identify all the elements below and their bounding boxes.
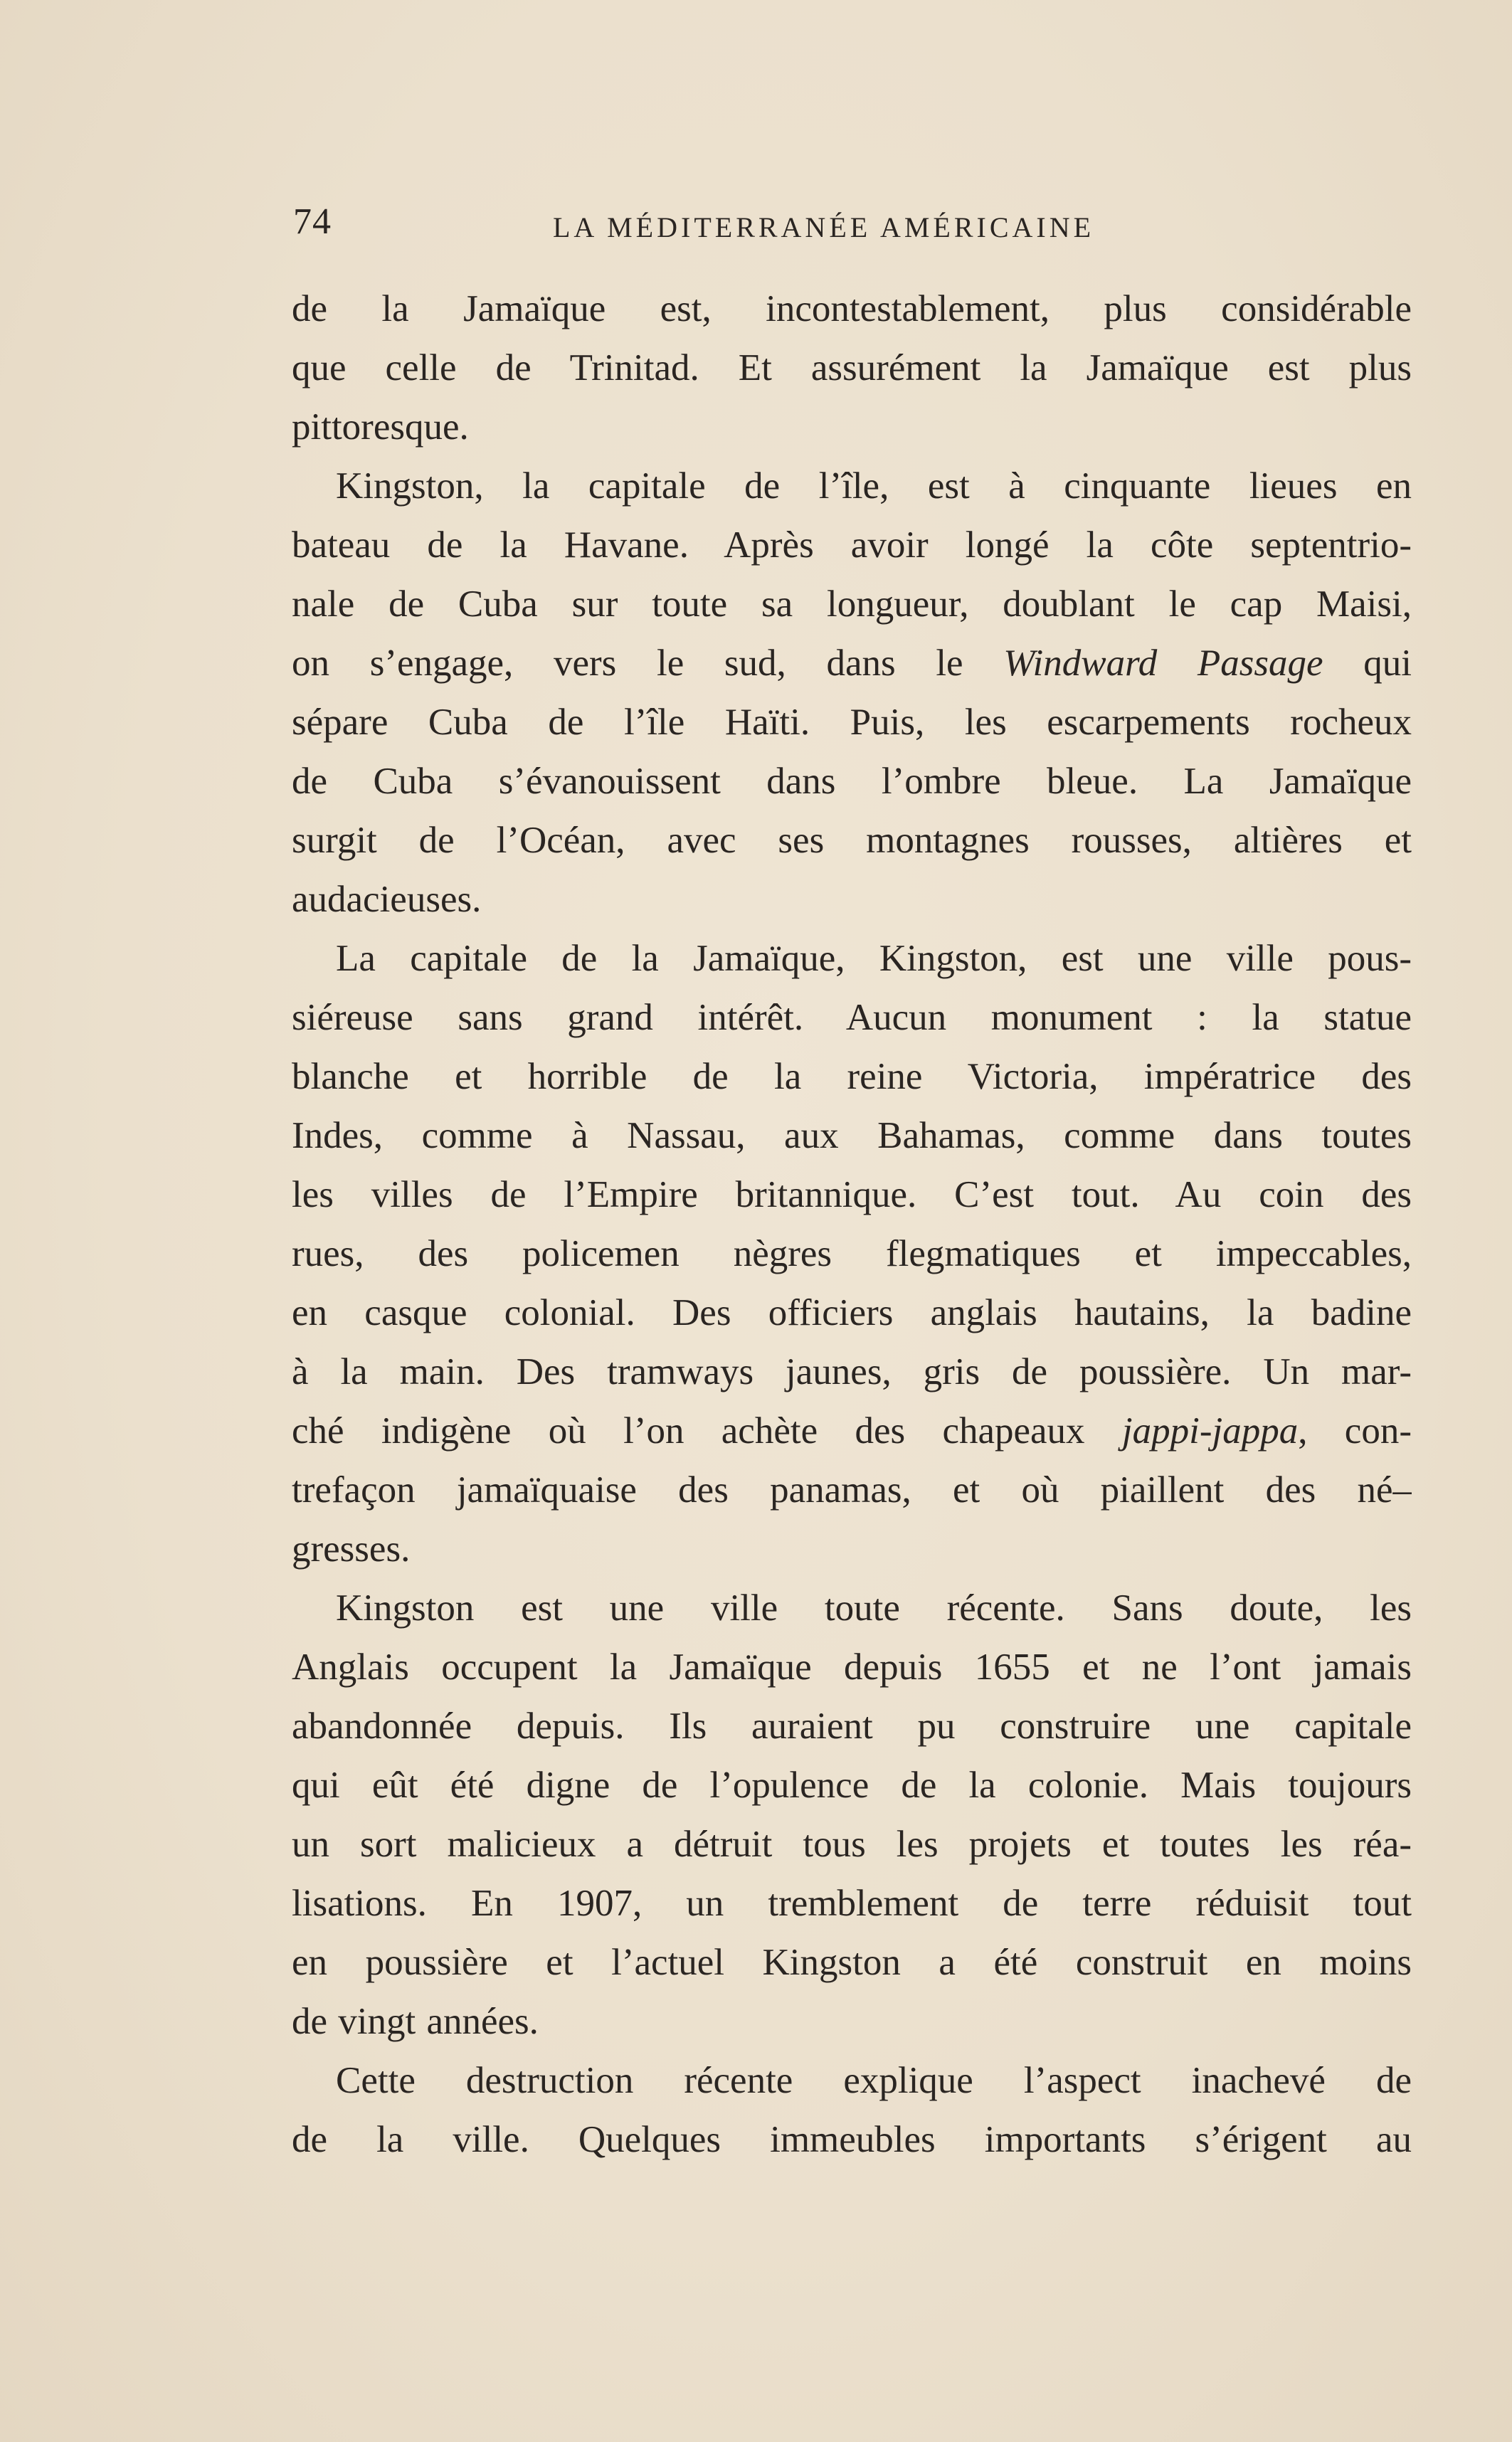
text-line: surgit de l’Océan, avec ses montagnes rousses, altières et <box>292 820 1412 861</box>
text-line: Cette destruction récente explique l’aspect inachevé de <box>336 2060 1412 2101</box>
text-line: de Cuba s’évanouissent dans l’ombre bleue. La Jamaïque <box>292 761 1412 802</box>
text-line: lisations. En 1907, un tremblement de terre réduisit tout <box>292 1883 1412 1924</box>
text-line: audacieuses. <box>292 879 482 920</box>
text-line: que celle de Trinitad. Et assurément la Jamaïque est plus <box>292 347 1412 388</box>
text-line: à la main. Des tramways jaunes, gris de poussière. Un mar- <box>292 1351 1412 1392</box>
text-line: Kingston est une ville toute récente. Sans doute, les <box>336 1587 1412 1629</box>
text-line: Anglais occupent la Jamaïque depuis 1655 et ne l’ont jamais <box>292 1646 1412 1688</box>
text-line: sépare Cuba de l’île Haïti. Puis, les escarpements rocheux <box>292 702 1412 743</box>
text-line: de vingt années. <box>292 2001 539 2042</box>
text-line: en casque colonial. Des officiers anglais hautains, la badine <box>292 1292 1412 1333</box>
italic-term: Windward Passage <box>1003 643 1323 684</box>
text-line: gresses. <box>292 1528 411 1570</box>
text-line: de la Jamaïque est, incontestablement, plus considérable <box>292 288 1412 329</box>
text-line: qui eût été digne de l’opulence de la colonie. Mais toujours <box>292 1765 1412 1806</box>
page-number: 74 <box>293 201 332 242</box>
running-title: LA MÉDITERRANÉE AMÉRICAINE <box>553 211 1095 243</box>
text-line: Kingston, la capitale de l’île, est à cinquante lieues en <box>336 465 1412 507</box>
text-line: Indes, comme à Nassau, aux Bahamas, comme dans toutes <box>292 1115 1412 1156</box>
text-line: siéreuse sans grand intérêt. Aucun monument : la statue <box>292 997 1412 1038</box>
text-line: blanche et horrible de la reine Victoria, impératrice des <box>292 1056 1412 1097</box>
page-header <box>293 201 1417 250</box>
text-segment: qui <box>1323 643 1412 684</box>
text-line: abandonnée depuis. Ils auraient pu construire une capitale <box>292 1706 1412 1747</box>
text-line: les villes de l’Empire britannique. C’est tout. Au coin des <box>292 1174 1412 1215</box>
text-line: rues, des policemen nègres flegmatiques et impeccables, <box>292 1233 1412 1274</box>
text-segment: on s’engage, vers le sud, dans le <box>292 643 1004 684</box>
text-line: nale de Cuba sur toute sa longueur, doublant le cap Maisi, <box>292 583 1412 625</box>
text-segment: , con- <box>1298 1410 1412 1452</box>
text-line: en poussière et l’actuel Kingston a été construit en moins <box>292 1942 1412 1983</box>
text-line: bateau de la Havane. Après avoir longé la côte septentrio- <box>292 524 1412 566</box>
body-text <box>292 280 1412 2169</box>
text-line: de la ville. Quelques immeubles importants s’érigent au <box>292 2119 1412 2160</box>
italic-term: jappi-jappa <box>1121 1410 1299 1452</box>
text-line: trefaçon jamaïquaise des panamas, et où piaillent des né– <box>292 1469 1412 1511</box>
text-line: pittoresque. <box>292 406 469 448</box>
text-line <box>292 1402 1412 1461</box>
paragraph <box>292 280 1412 2169</box>
text-line: un sort malicieux a détruit tous les projets et toutes les réa- <box>292 1824 1412 1865</box>
text-line <box>292 634 1412 693</box>
text-segment: ché indigène où l’on achète des chapeaux <box>292 1410 1122 1452</box>
text-line: La capitale de la Jamaïque, Kingston, est une ville pous- <box>336 938 1412 979</box>
